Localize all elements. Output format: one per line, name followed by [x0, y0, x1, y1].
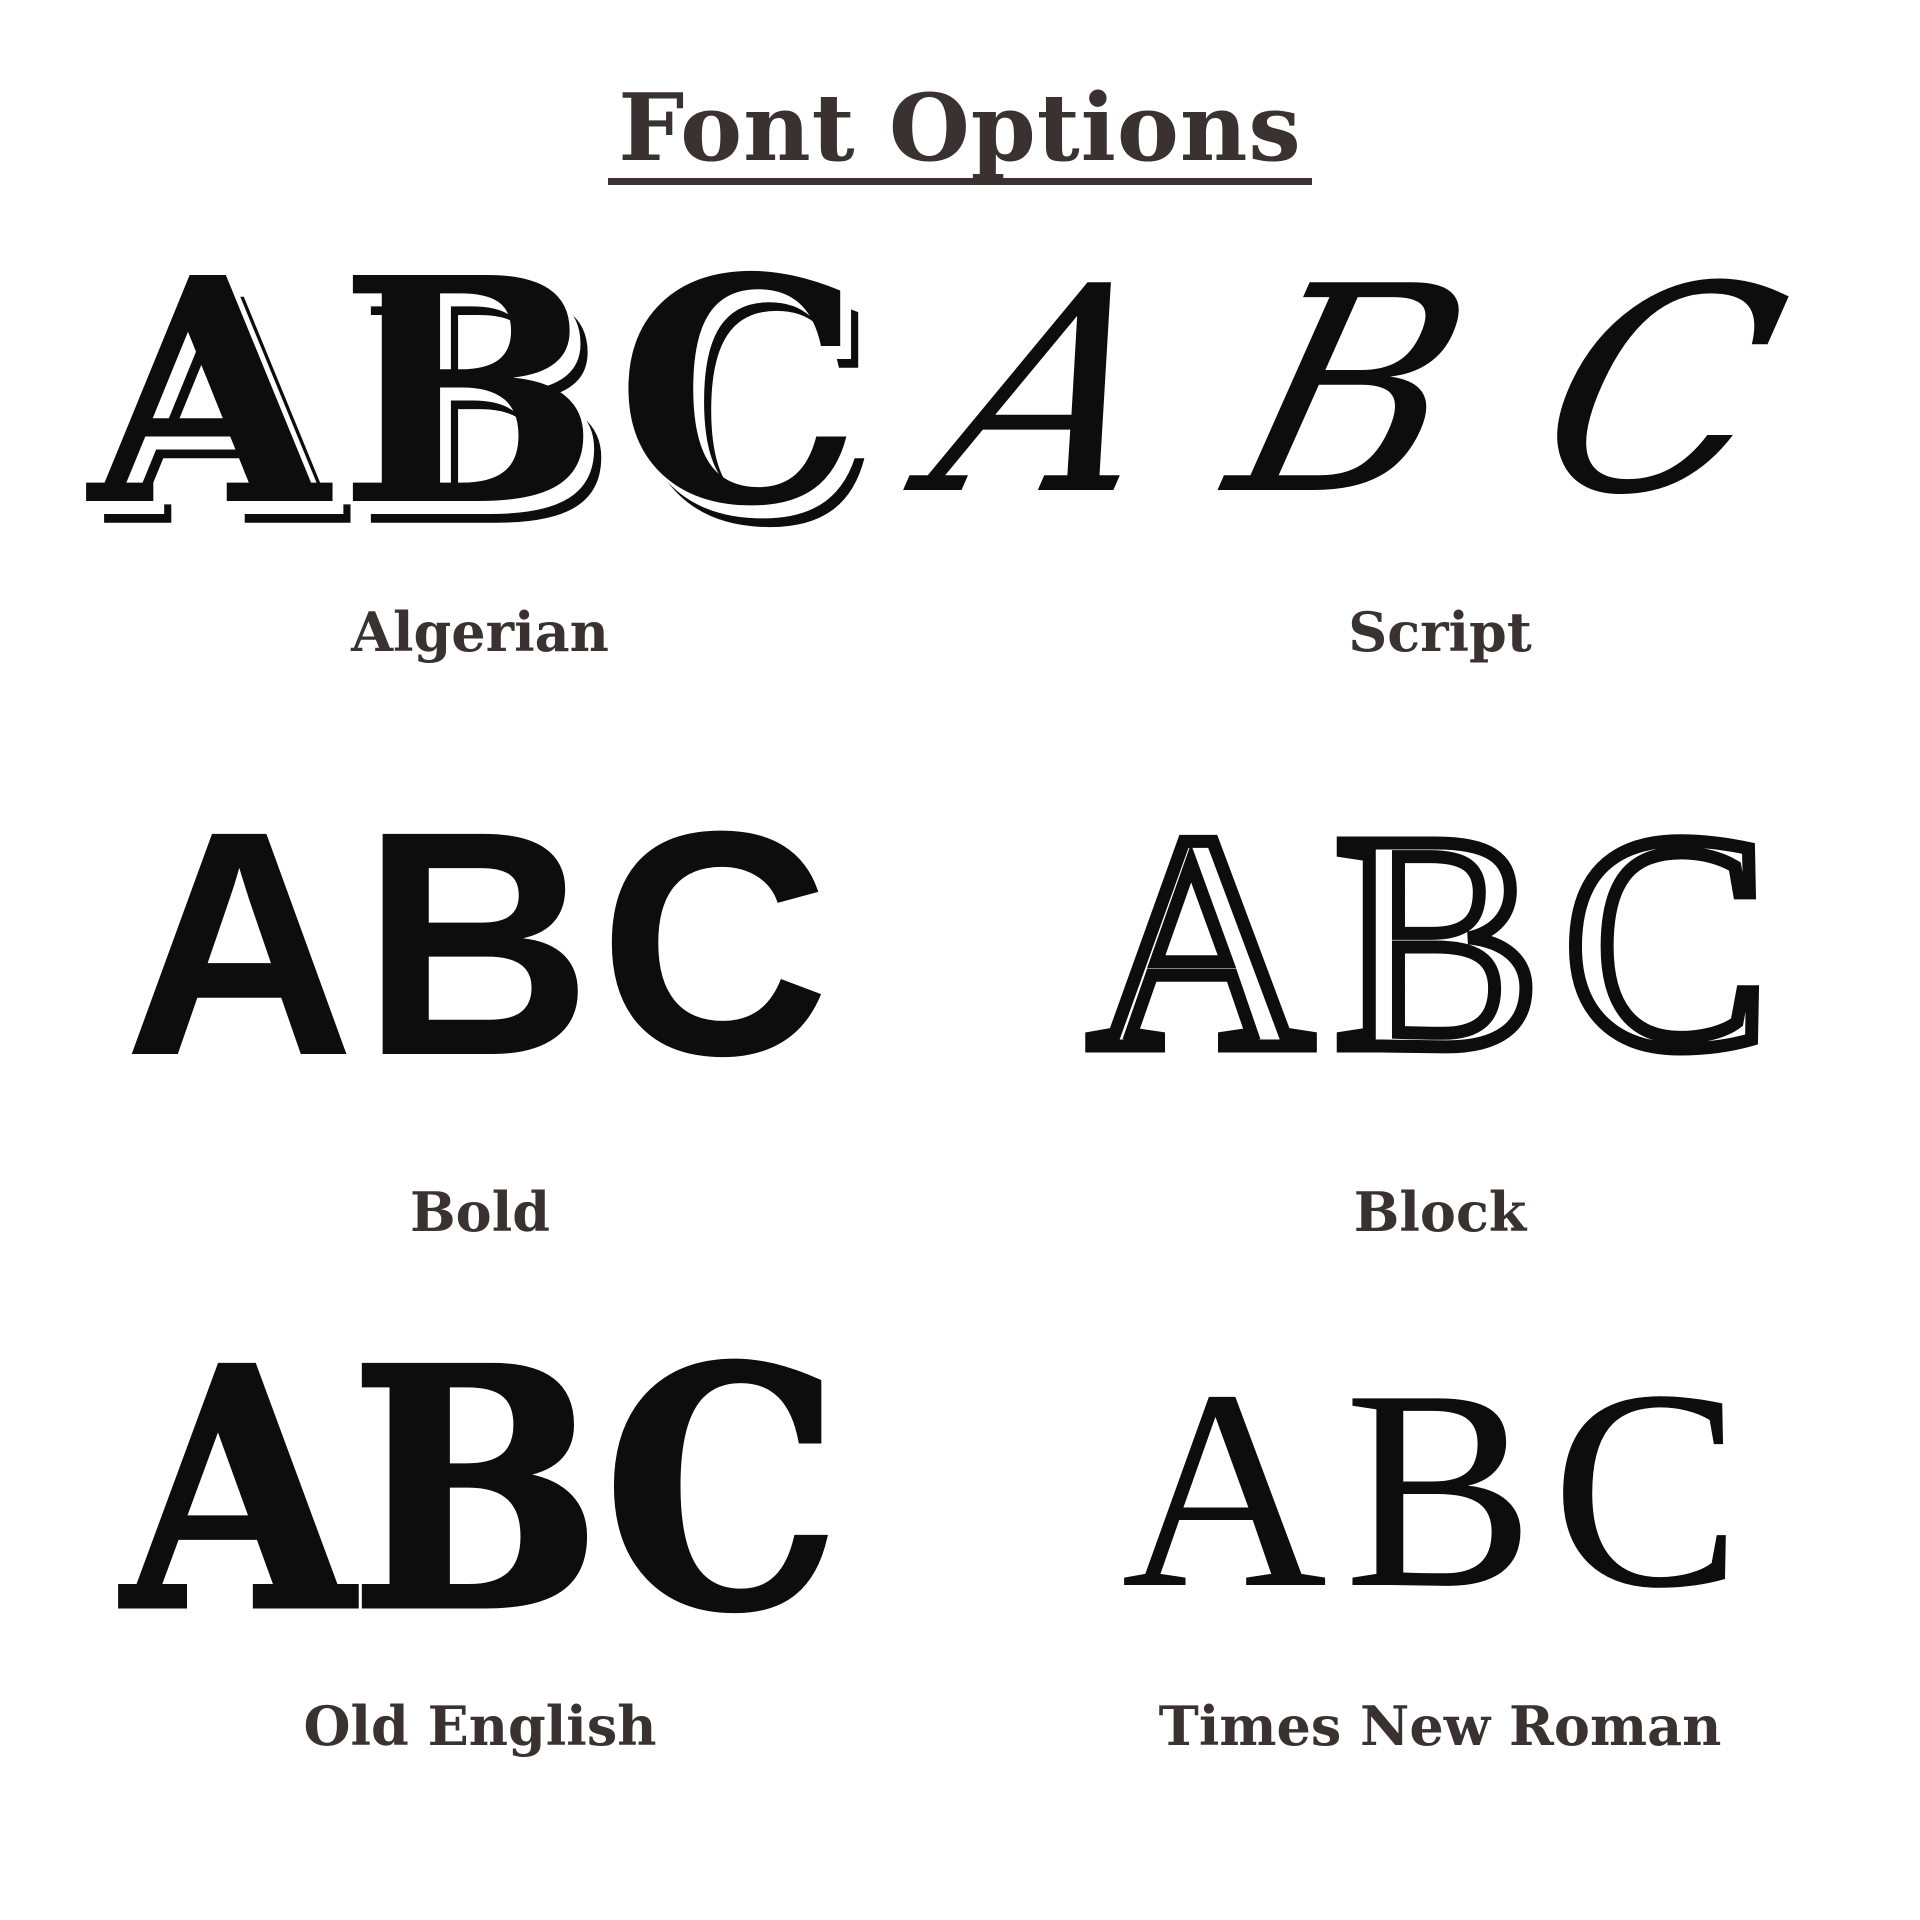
font-option-algerian	[0, 185, 960, 705]
font-option-bold	[0, 705, 960, 1285]
font-label-bold: Bold	[410, 1179, 550, 1244]
font-sample-algerian: ABC	[88, 210, 872, 575]
font-sample-block: ABC	[1088, 770, 1792, 1114]
font-label-times-new-roman: Times New Roman	[1158, 1693, 1722, 1758]
font-options-grid	[0, 185, 1920, 1845]
font-sample-old-english: ABC	[122, 1295, 838, 1684]
font-label-block: Block	[1353, 1179, 1527, 1244]
font-sample-script: ABC	[907, 226, 1903, 559]
font-option-block	[960, 705, 1920, 1285]
font-label-old-english: Old English	[303, 1693, 657, 1758]
font-option-times-new-roman	[960, 1285, 1920, 1845]
font-label-script: Script	[1348, 599, 1532, 664]
font-label-algerian: Algerian	[351, 599, 609, 664]
font-option-old-english	[0, 1285, 960, 1845]
page-title: Font Options	[608, 81, 1311, 185]
title-row	[0, 0, 1920, 185]
font-sample-times-new-roman: ABC	[1121, 1331, 1759, 1648]
font-option-script	[907, 185, 1920, 705]
font-sample-bold: ABC	[123, 763, 837, 1122]
